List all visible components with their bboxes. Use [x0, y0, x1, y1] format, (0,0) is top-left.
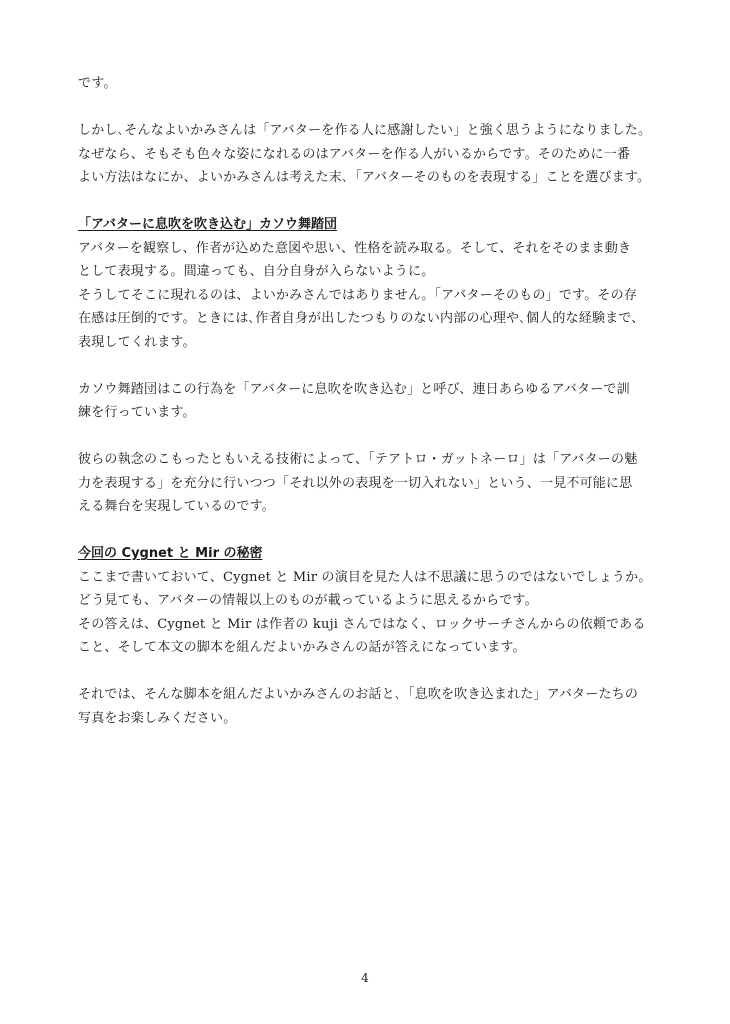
text-line: こと、そして本文の脚本を組んだよいかみさんの話が答えになっています。 [78, 640, 526, 655]
paragraph-gap [78, 96, 663, 120]
section-heading-breath: 「アバターに息吹を吹き込む」カソウ舞踏団 [78, 217, 337, 232]
paragraph-observation [78, 237, 663, 355]
text-line: 表現してくれます。 [78, 334, 196, 350]
text-line: よい方法はなにか、よいかみさんは考えた末､「アバターそのものを表現する」ことを選びます。 [78, 170, 651, 185]
paragraph-gap [78, 354, 663, 378]
text-line: 力を表現する」を充分に行いつつ「それ以外の表現を一切入れない」という、一見不可能に思 [78, 475, 633, 491]
text-line: ここまで書いておいて、Cygnet と Mir の演目を見た人は不思議に思うのではないでしょうか。 [78, 569, 652, 585]
text-line: どう見ても、アバターの情報以上のものが載っているように思えるからです。 [78, 593, 538, 608]
section-heading-secret: 今回の Cygnet と Mir の秘密 [78, 546, 263, 561]
text-line: 写真をお楽しみください。 [78, 710, 237, 726]
paragraph-secret [78, 566, 663, 660]
text-line: です。 [78, 76, 117, 91]
text-line: しかし､そんなよいかみさんは「アバターを作る人に感謝したい」と強く思うようになりました｡ [78, 123, 645, 138]
text-line: える舞台を実現しているのです。 [78, 499, 275, 514]
page-number: 4 [361, 971, 369, 985]
text-line: アバターを観察し、作者が込めた意図や思い、性格を読み取る。そして、それをそのまま動き [78, 240, 632, 256]
intro-paragraph [78, 72, 663, 96]
text-line: その答えは、Cygnet と Mir は作者の kuji さんではなく、ロックサーチさんからの依頼である [78, 616, 646, 632]
document-body [78, 72, 663, 730]
paragraph-gap [78, 660, 663, 684]
text-line: 在感は圧倒的です。ときには､作者自身が出したつもりのない内部の心理や､個人的な経験まで、 [78, 311, 645, 326]
paragraph-gap [78, 425, 663, 449]
text-line: 練を行っています。 [78, 405, 196, 420]
text-line: なぜなら、そもそも色々な姿になれるのはアバターを作る人がいるからです。そのために一番 [78, 146, 631, 162]
text-line: カソウ舞踏団はこの行為を「アバターに息吹を吹き込む」と呼び、連日あらゆるアバターで訓 [78, 381, 630, 397]
paragraph-gratitude [78, 119, 663, 190]
paragraph-gap [78, 190, 663, 214]
text-line: そうしてそこに現れるのは、よいかみさんではありません｡「アバターそのもの」です。その存 [78, 287, 638, 303]
text-line: それでは、そんな脚本を組んだよいかみさんのお話と､「息吹を吹き込まれた」アバターたちの [78, 687, 639, 702]
paragraph-training [78, 378, 663, 425]
text-line: として表現する。間違っても、自分自身が入らないように。 [78, 264, 435, 279]
text-line: 彼らの執念のこもったともいえる技術によって、「テアトロ・ガットネーロ」は「アバターの魅 [78, 452, 638, 467]
paragraph-gap [78, 519, 663, 543]
paragraph-closing [78, 683, 663, 730]
paragraph-technique [78, 448, 663, 519]
